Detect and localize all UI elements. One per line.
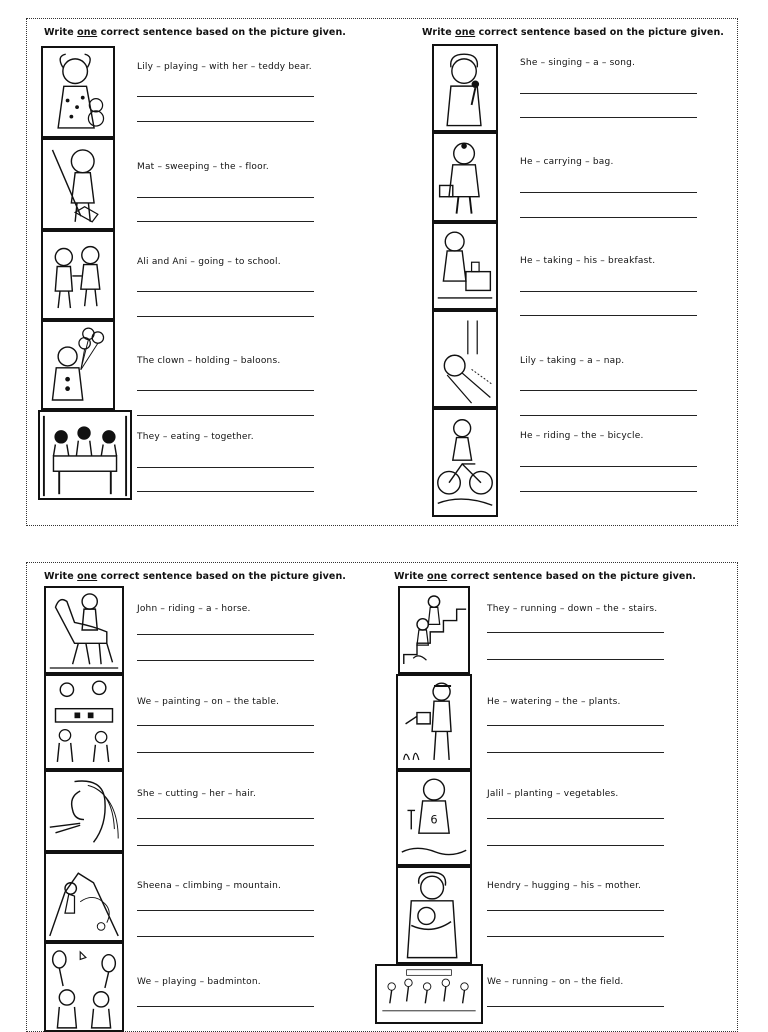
instruction-left: Write one correct sentence based on the picture given. xyxy=(44,571,347,582)
family-eating-icon xyxy=(40,412,130,498)
picture-stairs-running xyxy=(398,586,470,674)
prompt-text: Ali and Ani – going – to school. xyxy=(137,257,281,267)
prompt-text: Lily – taking – a – nap. xyxy=(520,356,625,366)
answer-line[interactable] xyxy=(520,117,697,118)
prompt-text: John – riding – a - horse. xyxy=(137,604,251,614)
girl-with-teddy-icon xyxy=(43,48,113,136)
boy-planting-icon xyxy=(398,772,470,864)
prompt-text: He – watering – the – plants. xyxy=(487,697,621,707)
worksheet-top xyxy=(26,18,738,526)
answer-line[interactable] xyxy=(487,659,664,660)
boy-horse-icon xyxy=(46,588,122,672)
instruction-right: Write one correct sentence based on the picture given. xyxy=(422,27,725,38)
stairs-running-icon xyxy=(400,588,468,672)
prompt-text: Hendry – hugging – his – mother. xyxy=(487,881,642,891)
instruction-left: Write one correct sentence based on the picture given. xyxy=(44,27,347,38)
answer-line[interactable] xyxy=(137,725,314,726)
prompt-text: Lily – playing – with her – teddy bear. xyxy=(137,62,312,72)
prompt-text: He – carrying – bag. xyxy=(520,157,614,167)
answer-line[interactable] xyxy=(520,93,697,94)
doctor-bag-icon xyxy=(434,134,496,220)
answer-line[interactable] xyxy=(520,217,697,218)
picture-girl-hair xyxy=(44,770,124,852)
svg-text:6: 6 xyxy=(430,812,438,827)
picture-boy-planting xyxy=(396,770,472,866)
answer-line[interactable] xyxy=(137,121,314,122)
answer-line[interactable] xyxy=(487,752,664,753)
boy-sweeping-icon xyxy=(43,140,113,228)
answer-line[interactable] xyxy=(137,197,314,198)
picture-children-painting xyxy=(44,674,124,770)
picture-family-eating xyxy=(38,410,132,500)
picture-clown-balloons xyxy=(41,320,115,410)
answer-line[interactable] xyxy=(137,291,314,292)
answer-line[interactable] xyxy=(487,845,664,846)
prompt-text: We – running – on – the field. xyxy=(487,977,624,987)
answer-line[interactable] xyxy=(137,390,314,391)
picture-boy-breakfast xyxy=(432,222,498,310)
prompt-text: Mat – sweeping – the - floor. xyxy=(137,162,269,172)
picture-girl-sleeping xyxy=(432,310,498,408)
answer-line[interactable] xyxy=(487,818,664,819)
answer-line[interactable] xyxy=(137,415,314,416)
picture-badminton xyxy=(44,942,124,1032)
picture-doctor-bag xyxy=(432,132,498,222)
girl-hair-icon xyxy=(46,772,122,850)
mother-hug-icon xyxy=(398,868,470,962)
children-painting-icon xyxy=(46,676,122,768)
prompt-text: We – painting – on – the table. xyxy=(137,697,280,707)
prompt-text: They – eating – together. xyxy=(137,432,254,442)
instruction-right: Write one correct sentence based on the picture given. xyxy=(394,571,697,582)
prompt-text: She – cutting – her – hair. xyxy=(137,789,257,799)
answer-line[interactable] xyxy=(487,725,664,726)
answer-line[interactable] xyxy=(137,316,314,317)
answer-line[interactable] xyxy=(137,752,314,753)
picture-children-field xyxy=(375,964,483,1024)
answer-line[interactable] xyxy=(137,634,314,635)
answer-line[interactable] xyxy=(520,466,697,467)
answer-line[interactable] xyxy=(137,467,314,468)
answer-line[interactable] xyxy=(137,936,314,937)
answer-line[interactable] xyxy=(520,192,697,193)
answer-line[interactable] xyxy=(137,1006,314,1007)
prompt-text: Jalil – planting – vegetables. xyxy=(487,789,619,799)
picture-boy-sweeping xyxy=(41,138,115,230)
answer-line[interactable] xyxy=(520,415,697,416)
girl-climbing-icon xyxy=(46,854,122,940)
prompt-text: We – playing – badminton. xyxy=(137,977,261,987)
answer-line[interactable] xyxy=(520,390,697,391)
answer-line[interactable] xyxy=(487,632,664,633)
girl-singing-icon xyxy=(434,46,496,130)
answer-line[interactable] xyxy=(137,910,314,911)
badminton-icon xyxy=(46,944,122,1030)
prompt-text: He – riding – the – bicycle. xyxy=(520,431,644,441)
boy-watering-icon xyxy=(398,676,470,768)
picture-boy-bicycle xyxy=(432,408,498,517)
answer-line[interactable] xyxy=(137,845,314,846)
prompt-text: The clown – holding – baloons. xyxy=(137,356,281,366)
picture-boy-watering xyxy=(396,674,472,770)
answer-line[interactable] xyxy=(520,291,697,292)
prompt-text: They – running – down – the - stairs. xyxy=(487,604,658,614)
picture-mother-hug xyxy=(396,866,472,964)
answer-line[interactable] xyxy=(137,818,314,819)
answer-line[interactable] xyxy=(520,315,697,316)
answer-line[interactable] xyxy=(520,491,697,492)
picture-girl-singing xyxy=(432,44,498,132)
boy-breakfast-icon xyxy=(434,224,496,308)
prompt-text: He – taking – his – breakfast. xyxy=(520,256,656,266)
picture-girl-climbing xyxy=(44,852,124,942)
girl-sleeping-icon xyxy=(434,312,496,406)
answer-line[interactable] xyxy=(137,221,314,222)
children-field-icon xyxy=(377,966,481,1022)
picture-children-walking xyxy=(41,230,115,320)
picture-girl-teddy xyxy=(41,46,115,138)
answer-line[interactable] xyxy=(137,491,314,492)
answer-line[interactable] xyxy=(487,936,664,937)
picture-boy-horse xyxy=(44,586,124,674)
clown-balloons-icon xyxy=(43,322,113,408)
children-walking-icon xyxy=(43,232,113,318)
prompt-text: She – singing – a – song. xyxy=(520,58,636,68)
answer-line[interactable] xyxy=(487,1006,664,1007)
answer-line[interactable] xyxy=(137,660,314,661)
boy-bicycle-icon xyxy=(434,410,496,515)
prompt-text: Sheena – climbing – mountain. xyxy=(137,881,282,891)
answer-line[interactable] xyxy=(487,910,664,911)
answer-line[interactable] xyxy=(137,96,314,97)
